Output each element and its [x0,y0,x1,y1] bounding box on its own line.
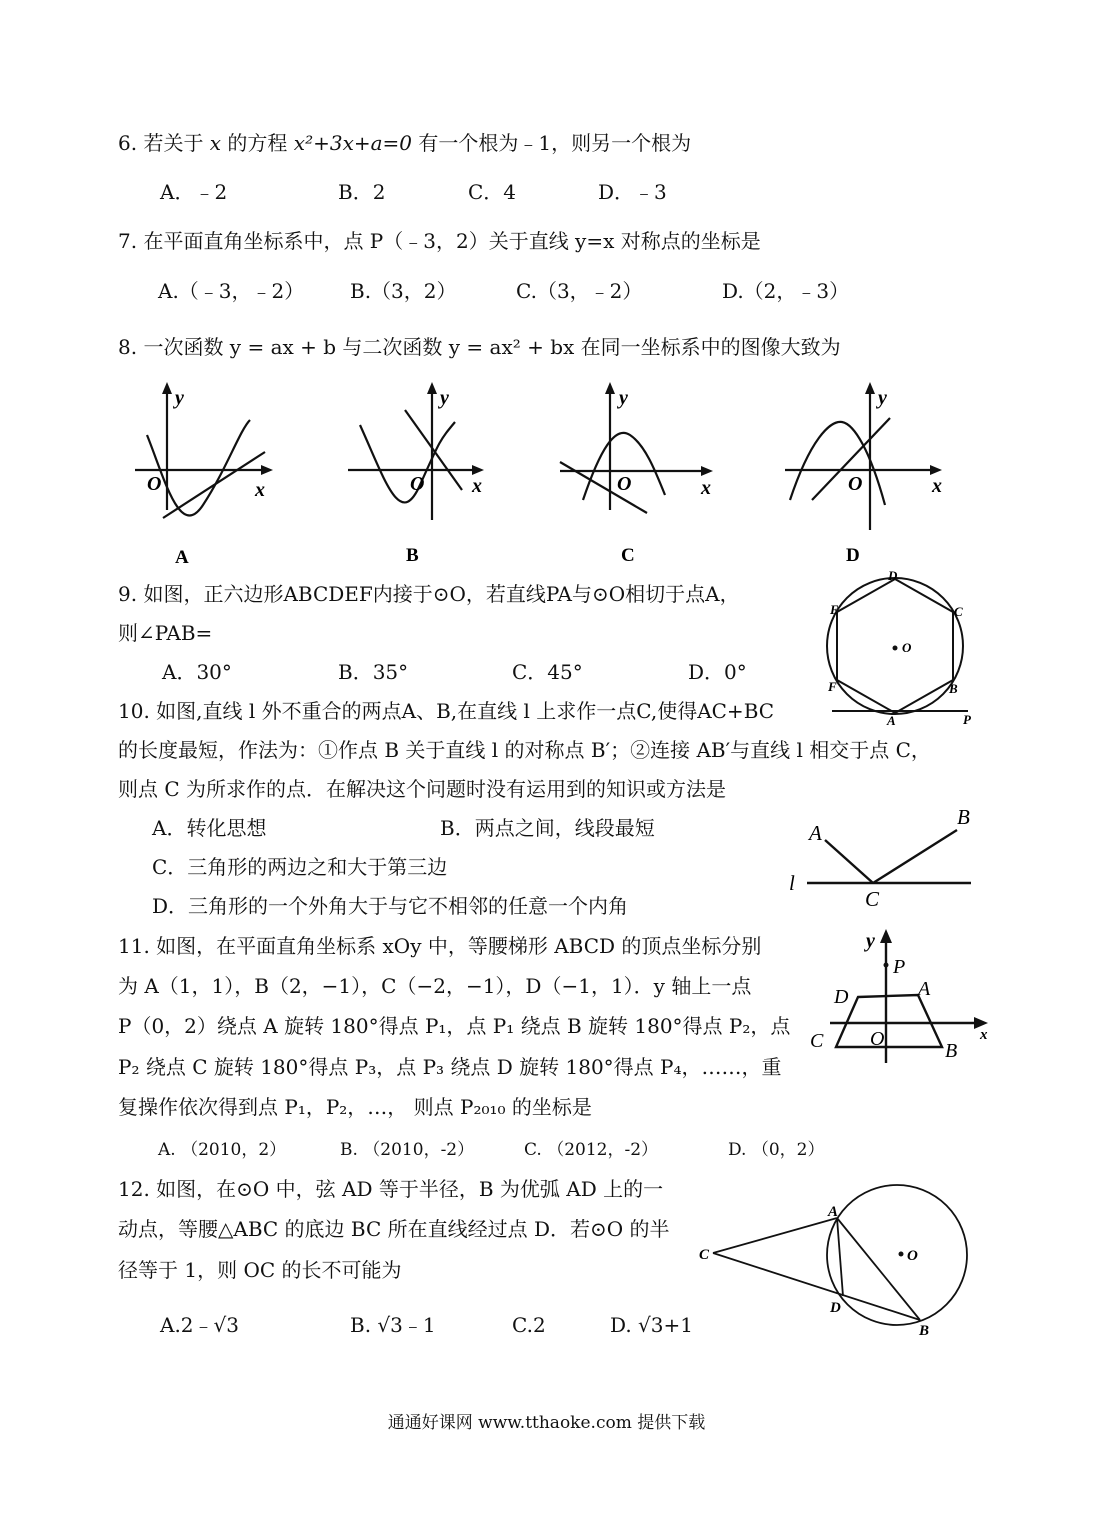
q9-option-b: B．35° [338,660,409,684]
q8-graph-b [340,380,495,570]
q11-option-b: B. （2010，-2） [340,1140,475,1160]
q9-option-a: A．30° [162,660,232,684]
q11-label-y: y [866,930,875,952]
q9-stem-line2: 则∠PAB= [118,621,213,645]
q7-stem: 7. 在平面直角坐标系中，点 P（﹣3，2）关于直线 y=x 对称点的坐标是 [118,229,761,253]
q7-option-d: D.（2，﹣3） [722,279,850,303]
q6-option-b: B．2 [338,180,386,204]
q12-line1: 12. 如图，在⊙O 中，弦 AD 等于半径，B 为优弧 AD 上的一 [118,1177,664,1201]
q8-c-origin: O [617,473,632,495]
q12-option-d: D. √3+1 [610,1313,693,1337]
q12-label-c: C [699,1247,710,1263]
q11-label-c: C [810,1030,824,1052]
q8-d-y-label: y [878,387,887,409]
q6-stem: 6. 若关于 x 的方程 x²+3x+a=0 有一个根为﹣1，则另一个根为 [118,131,692,155]
q12-label-b: B [919,1323,930,1339]
q10-label-a: A [809,821,822,845]
q11-line4: P₂ 绕点 C 旋转 180°得点 P₃，点 P₃ 绕点 D 旋转 180°得点 P₄，……，重 [118,1055,782,1079]
q11-option-d: D. （0，2） [728,1140,825,1160]
q10-line3: 则点 C 为所求作的点．在解决这个问题时没有运用到的知识或方法是 [118,777,727,801]
q7-option-c: C.（3，﹣2） [516,279,643,303]
q9-option-d: D．0° [688,660,747,684]
q9-label-d: D [888,568,898,583]
q8-d-label: D [846,545,860,566]
q8-a-y-label: y [175,387,184,409]
q12-line2: 动点，等腰△ABC 的底边 BC 所在直线经过点 D．若⊙O 的半 [118,1217,670,1241]
q9-label-b: B [949,681,958,696]
q11-line1: 11. 如图，在平面直角坐标系 xOy 中，等腰梯形 ABCD 的顶点坐标分别 [118,934,762,958]
q8-d-x-label: x [932,475,942,497]
q8-a-origin: O [147,473,162,495]
q7-option-a: A.（﹣3，﹣2） [158,279,305,303]
q11-label-d: D [834,986,849,1008]
q8-c-x-label: x [701,477,711,499]
q12-label-o: O [907,1248,918,1264]
q8-b-label: B [406,545,419,566]
q8-c-label: C [621,545,635,566]
q8-b-y-label: y [440,387,449,409]
q9-option-c: C．45° [512,660,583,684]
q10-option-d: D．三角形的一个外角大于与它不相邻的任意一个内角 [152,894,629,918]
q11-line2: 为 A（1，1），B（2，−1），C（−2，−1），D（−1，1）．y 轴上一点 [118,974,752,998]
q8-graph-c [555,380,720,570]
q7-option-b: B.（3，2） [350,279,457,303]
q10-figure [785,800,980,915]
q11-line5: 复操作依次得到点 P₁，P₂，…， 则点 P₂₀₁₀ 的坐标是 [118,1095,592,1119]
q8-b-x-label: x [472,475,482,497]
q9-stem-line1: 9. 如图，正六边形ABCDEF内接于⊙O，若直线PA与⊙O相切于点A， [118,582,740,606]
q11-label-x: x [980,1027,988,1043]
page-footer: 通通好课网 www.tthaoke.com 提供下载 [387,1413,706,1433]
q10-label-l: l [789,871,795,895]
q11-label-o: O [870,1028,885,1050]
q8-graph-a [125,380,275,570]
q11-label-b: B [945,1040,958,1062]
q10-label-c: C [865,887,880,911]
q9-label-a: A [887,713,896,728]
q8-b-origin: O [410,473,425,495]
q12-option-a: A.2﹣√3 [160,1313,239,1337]
q8-a-label: A [175,547,189,568]
q11-option-a: A. （2010，2） [158,1140,287,1160]
q10-option-a: A．转化思想 [152,816,267,840]
q8-c-y-label: y [619,387,628,409]
q9-label-o: O [902,640,912,655]
q9-label-f: F [828,679,837,694]
q12-option-c: C.2 [512,1313,546,1337]
q9-label-c: C [954,604,963,619]
q8-a-x-label: x [255,479,265,501]
q11-label-a: A [918,978,931,1000]
q10-option-c: C．三角形的两边之和大于第三边 [152,855,448,879]
q10-label-b: B [957,805,970,829]
q6-option-c: C．4 [468,180,517,204]
q12-figure [695,1180,975,1345]
q8-graph-d [780,380,955,570]
q12-option-b: B. √3﹣1 [350,1313,436,1337]
q10-line1: 10. 如图,直线 l 外不重合的两点A、B,在直线 l 上求作一点C,使得AC+BC [118,699,775,723]
q8-d-origin: O [848,473,863,495]
q12-line3: 径等于 1，则 OC 的长不可能为 [118,1258,402,1282]
q6-option-d: D．﹣3 [598,180,667,204]
q12-label-a: A [828,1204,839,1220]
q12-label-d: D [830,1300,841,1316]
q11-line3: P（0，2）绕点 A 旋转 180°得点 P₁，点 P₁ 绕点 B 旋转 180°得点 P₂，点 [118,1014,791,1038]
q9-label-p: P [963,712,971,727]
q11-label-p: P [893,956,906,978]
q9-figure [820,568,985,730]
q11-option-c: C. （2012，-2） [524,1140,659,1160]
q11-figure [800,925,995,1065]
q9-label-e: E [830,602,839,617]
q10-line2: 的长度最短，作法为：①作点 B 关于直线 l 的对称点 B′；②连接 AB′与直线 l 相交于点 C， [118,738,931,762]
q10-option-b: B．两点之间，线段最短 [440,816,655,840]
q8-stem: 8. 一次函数 y = ax + b 与二次函数 y = ax² + bx 在同一坐标系中的图像大致为 [118,335,841,359]
q6-option-a: A．﹣2 [160,180,228,204]
